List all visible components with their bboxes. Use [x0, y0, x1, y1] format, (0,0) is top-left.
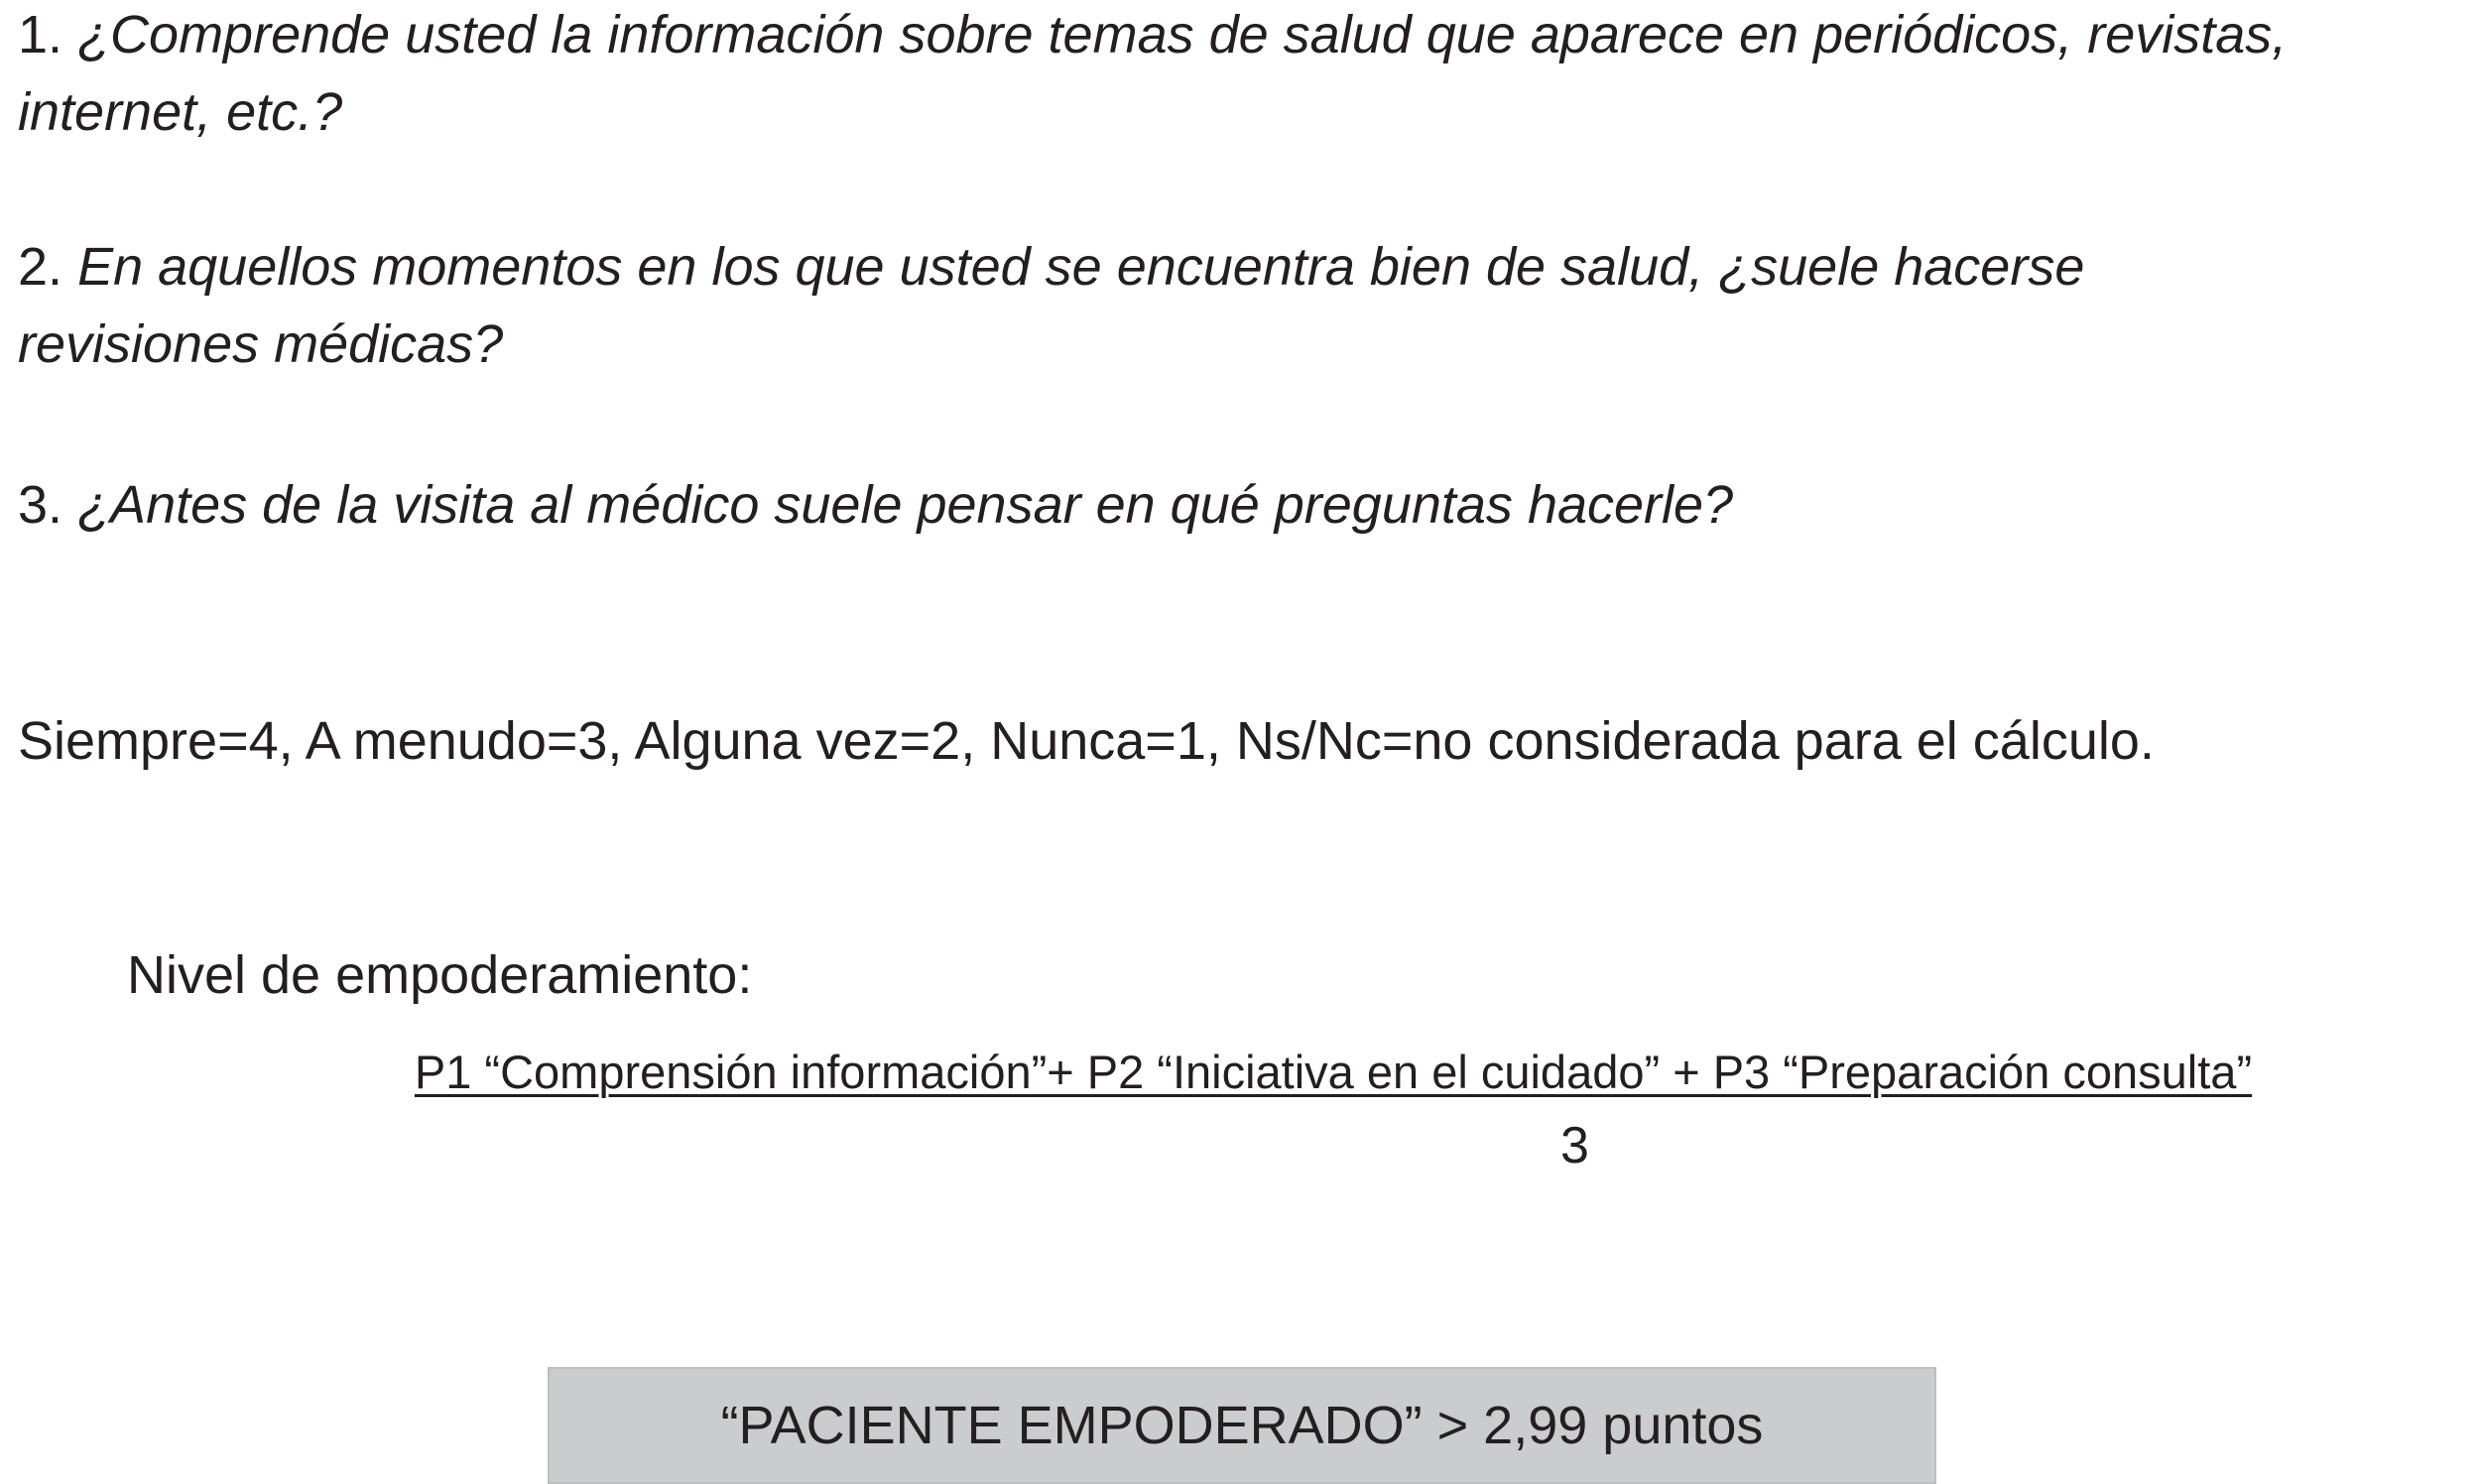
question-3 [18, 466, 2299, 544]
formula-denominator: 3 [1560, 1117, 1589, 1175]
empowerment-level-label: Nivel de empoderamiento: [127, 945, 753, 1005]
empowerment-formula [381, 1042, 2286, 1175]
scoring-scale: Siempre=4, A menudo=3, Alguna vez=2, Nunca=1, Ns/Nc=no considerada para el cálculo. [18, 711, 2155, 771]
question-number: 2. [18, 237, 63, 297]
question-text: ¿Comprende usted la información sobre temas de salud que aparece en periódicos, revistas, internet, etc.? [18, 5, 2288, 142]
question-text: ¿Antes de la visita al médico suele pensar en qué preguntas hacerle? [77, 475, 1734, 535]
question-2 [18, 228, 2299, 383]
question-number: 1. [18, 5, 63, 64]
question-text: En aquellos momentos en los que usted se encuentra bien de salud, ¿suele hacerse revisiones médicas? [18, 237, 2085, 374]
question-number: 3. [18, 475, 63, 535]
formula-numerator: P1 “Comprensión información”+ P2 “Iniciativa en el cuidado” + P3 “Preparación consulta” [414, 1046, 2253, 1098]
question-1 [18, 0, 2299, 151]
threshold-text: “PACIENTE EMPODERADO” > 2,99 puntos [720, 1396, 1764, 1455]
empowered-patient-threshold [548, 1367, 1936, 1484]
